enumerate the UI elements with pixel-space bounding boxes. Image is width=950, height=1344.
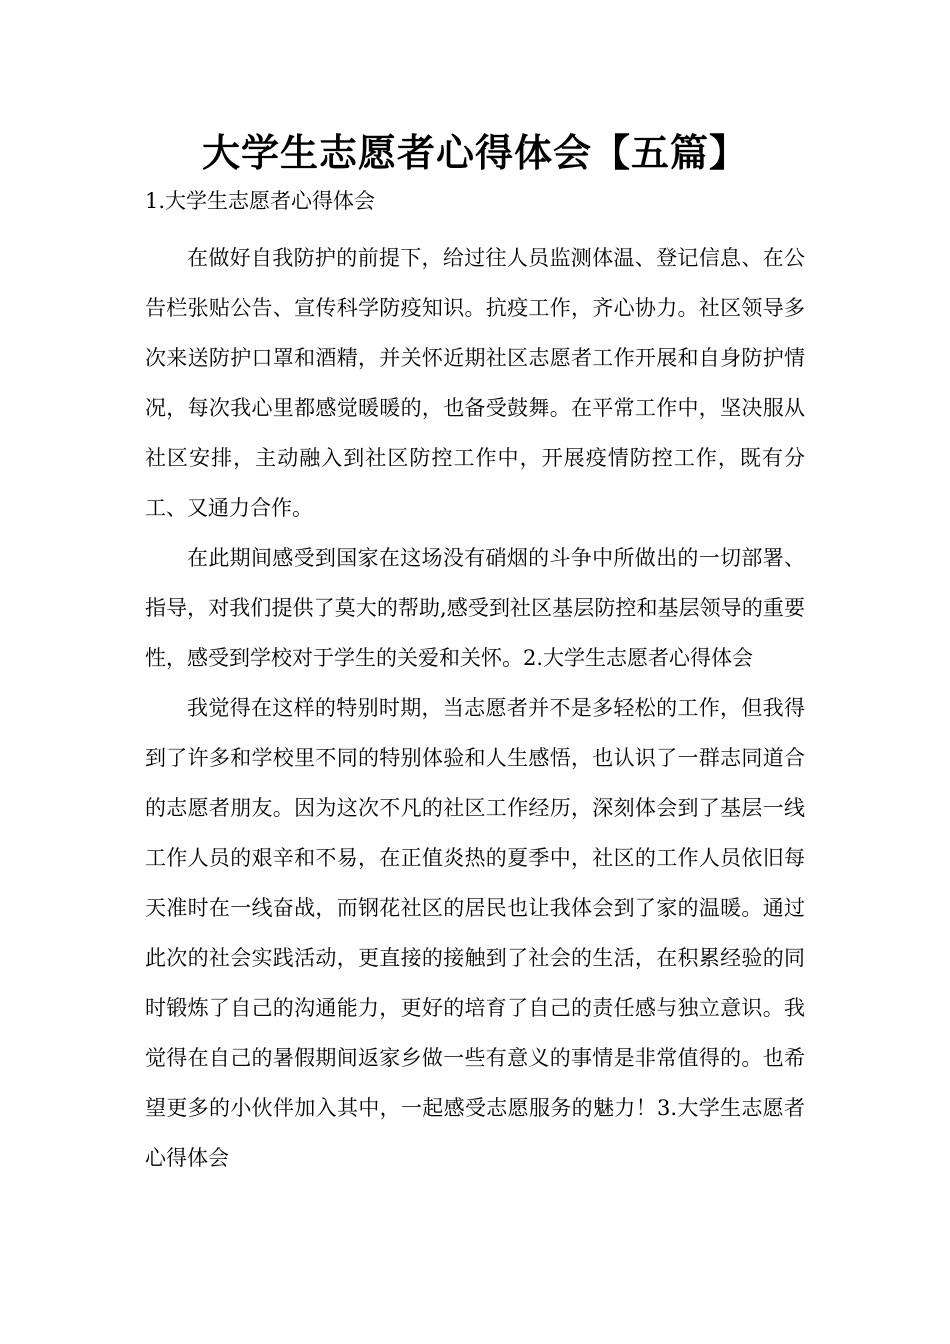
paragraph-2: 在此期间感受到国家在这场没有硝烟的斗争中所做出的一切部署、指导，对我们提供了莫大的帮助,感受到社区基层防控和基层领导的重要性，感受到学校对于学生的关爱和关怀。2.大学生志愿者心得体会	[145, 546, 805, 670]
document-body	[145, 233, 805, 1183]
document-title: 大学生志愿者心得体会【五篇】	[201, 131, 748, 175]
section-heading-1: 1.大学生志愿者心得体会	[145, 189, 376, 213]
paragraph-1: 在做好自我防护的前提下，给过往人员监测体温、登记信息、在公告栏张贴公告、宣传科学防疫知识。抗疫工作，齐心协力。社区领导多次来送防护口罩和酒精，并关怀近期社区志愿者工作开展和自身防护情况，每次我心里都感觉暖暖的，也备受鼓舞。在平常工作中，坚决服从社区安排，主动融入到社区防控工作中，开展疫情防控工作，既有分工、又通力合作。	[145, 246, 805, 520]
paragraph-3: 我觉得在这样的特别时期，当志愿者并不是多轻松的工作，但我得到了许多和学校里不同的特别体验和人生感悟，也认识了一群志同道合的志愿者朋友。因为这次不凡的社区工作经历，深刻体会到了基层一线工作人员的艰辛和不易，在正值炎热的夏季中，社区的工作人员依旧每天准时在一线奋战，而钢花社区的居民也让我体会到了家的温暖。通过此次的社会实践活动，更直接的接触到了社会的生活，在积累经验的同时锻炼了自己的沟通能力，更好的培育了自己的责任感与独立意识。我觉得在自己的暑假期间返家乡做一些有意义的事情是非常值得的。也希望更多的小伙伴加入其中，一起感受志愿服务的魅力！3.大学生志愿者心得体会	[145, 696, 805, 1170]
